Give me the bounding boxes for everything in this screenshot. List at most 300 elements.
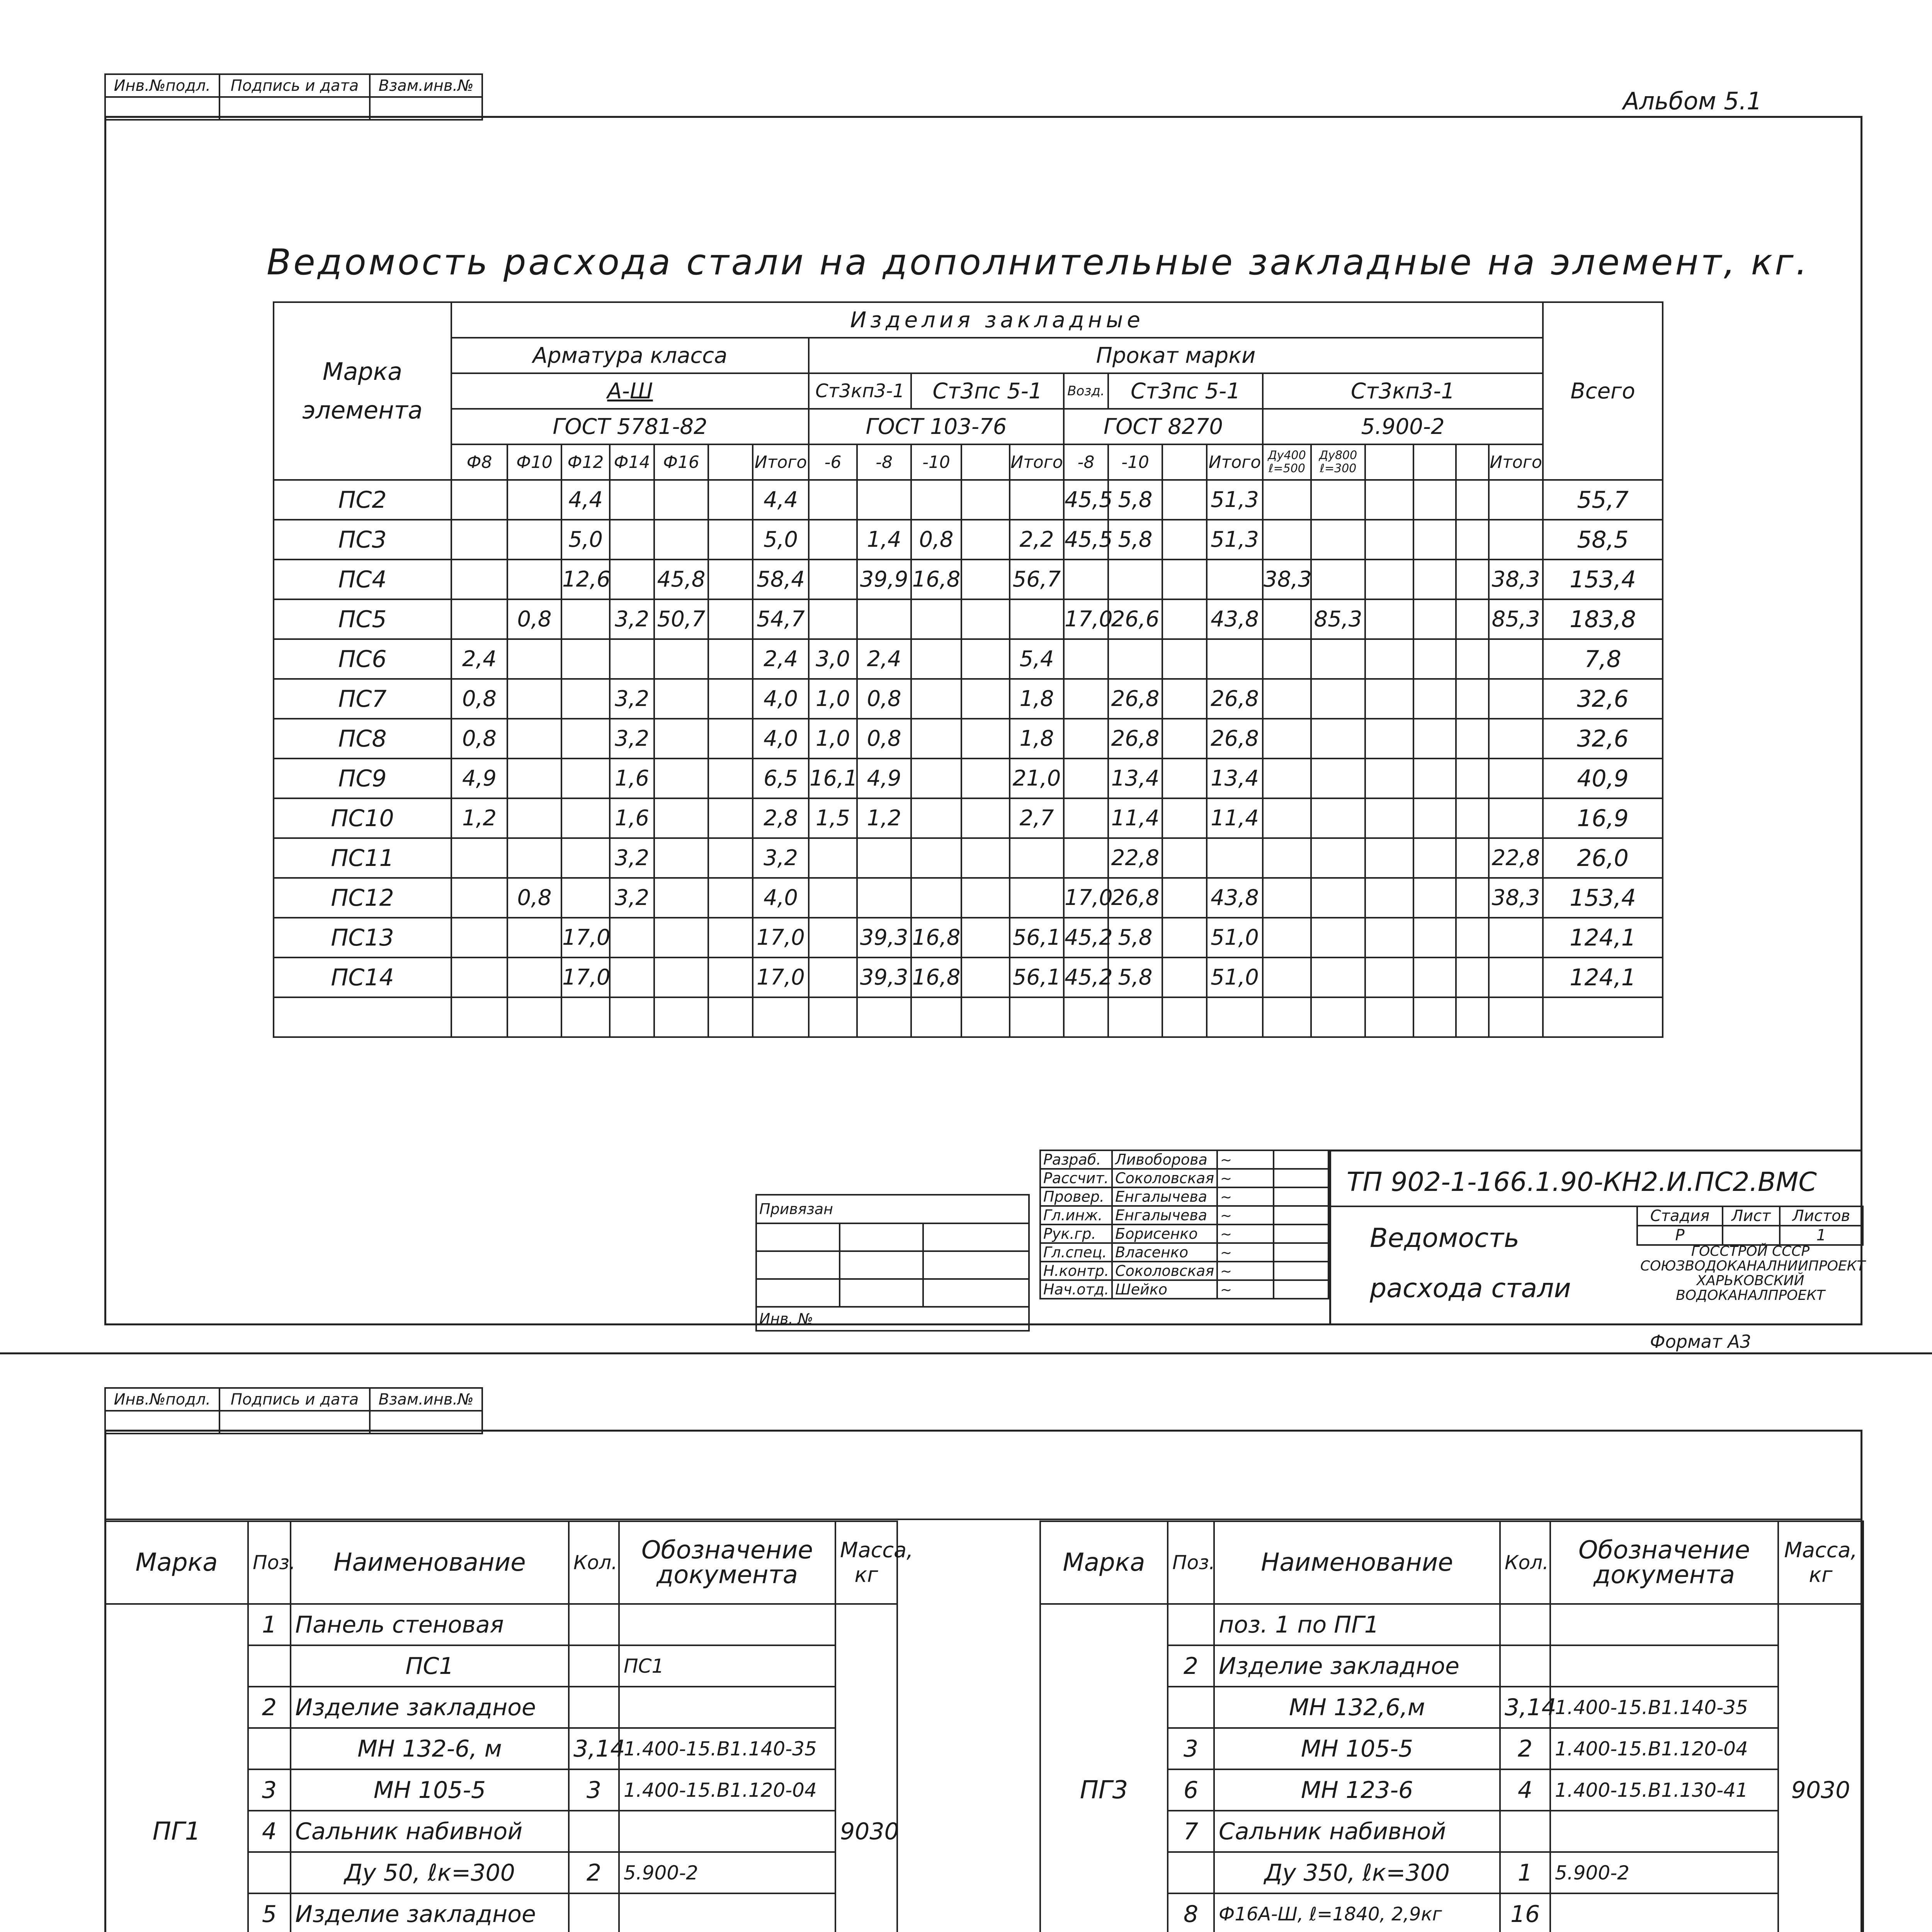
col-st3kp31b: Ст3кп3-1 xyxy=(1263,373,1543,409)
cell: 56,1 xyxy=(1010,957,1064,997)
row-total: 7,8 xyxy=(1543,639,1663,679)
cell: 1,4 xyxy=(857,520,911,560)
stamp-role: Рук.гр. xyxy=(1040,1225,1112,1243)
cell: 0,8 xyxy=(911,520,961,560)
stamp-signature: ~ xyxy=(1217,1150,1274,1169)
name-cell: Изделие закладное xyxy=(1214,1645,1500,1687)
cell xyxy=(561,878,610,918)
cell: 4,9 xyxy=(857,759,911,798)
cell xyxy=(654,957,708,997)
cell xyxy=(1207,560,1263,599)
cell xyxy=(1162,560,1207,599)
cell xyxy=(507,997,561,1037)
name-cell: МН 132,6,м xyxy=(1214,1687,1500,1728)
table-row xyxy=(274,639,1663,679)
cell xyxy=(1413,798,1456,838)
cell xyxy=(561,997,610,1037)
doc-cell xyxy=(1550,1811,1778,1852)
inv-no-label: Инв. № xyxy=(756,1307,1029,1331)
cell xyxy=(809,878,857,918)
col-gost8270: ГОСТ 8270 xyxy=(1064,409,1263,444)
col-bozd: Возд. xyxy=(1064,373,1108,409)
cell xyxy=(911,798,961,838)
cell xyxy=(1263,878,1311,918)
podpis-label: Подпись и дата xyxy=(219,1388,370,1411)
steel-consumption-table xyxy=(273,301,1663,1038)
cell xyxy=(809,560,857,599)
cell xyxy=(1413,480,1456,520)
doc-cell xyxy=(619,1811,835,1852)
qty-cell: 3,14 xyxy=(569,1728,619,1769)
cell: 85,3 xyxy=(1311,599,1365,639)
cell xyxy=(1263,480,1311,520)
qty-cell: 4 xyxy=(1500,1769,1550,1811)
cell xyxy=(1365,719,1413,759)
cell xyxy=(507,798,561,838)
cell xyxy=(1010,997,1064,1037)
qty-cell: 3 xyxy=(569,1769,619,1811)
stamp-role: Н.контр. xyxy=(1040,1262,1112,1280)
cell: 6,5 xyxy=(753,759,809,798)
cell: 5,8 xyxy=(1108,480,1162,520)
poz-cell: 1 xyxy=(248,1604,291,1645)
row-total: 32,6 xyxy=(1543,679,1663,719)
cell: 4,0 xyxy=(753,878,809,918)
cell: 45,5 xyxy=(1064,520,1108,560)
cell xyxy=(1365,520,1413,560)
cell xyxy=(561,639,610,679)
cell: 2,4 xyxy=(753,639,809,679)
cell xyxy=(1263,838,1311,878)
cell xyxy=(1162,918,1207,957)
stamp-name: Борисенко xyxy=(1112,1225,1217,1243)
cell: 38,3 xyxy=(1489,878,1543,918)
col-5900: 5.900-2 xyxy=(1263,409,1543,444)
cell: 0,8 xyxy=(451,719,507,759)
row-mark: ПС5 xyxy=(274,599,451,639)
col-sub-15: Итого xyxy=(1207,444,1263,480)
cell xyxy=(507,560,561,599)
cell: 56,1 xyxy=(1010,918,1064,957)
name-cell: МН 123-6 xyxy=(1214,1769,1500,1811)
cell: 39,9 xyxy=(857,560,911,599)
cell: 85,3 xyxy=(1489,599,1543,639)
col-sub-19 xyxy=(1413,444,1456,480)
cell xyxy=(1162,878,1207,918)
cell: 1,6 xyxy=(610,798,654,838)
cell xyxy=(708,918,753,957)
doc-cell: 5.900-2 xyxy=(619,1852,835,1893)
col-sub-5 xyxy=(708,444,753,480)
cell: 0,8 xyxy=(857,679,911,719)
sheet-top-title: Ведомость расхода стали на дополнительные закладные на элемент, кг. xyxy=(267,242,1810,283)
cell xyxy=(1489,719,1543,759)
cell xyxy=(1456,997,1489,1037)
cell xyxy=(1263,957,1311,997)
cell xyxy=(1311,520,1365,560)
cell: 17,0 xyxy=(561,957,610,997)
hdr-poz: Поз. xyxy=(1168,1521,1214,1604)
hdr-poz: Поз. xyxy=(248,1521,291,1604)
cell: 0,8 xyxy=(507,878,561,918)
cell: 22,8 xyxy=(1489,838,1543,878)
name-cell: Изделие закладное xyxy=(291,1893,569,1932)
stamp-role: Нач.отд. xyxy=(1040,1280,1112,1299)
cell: 1,2 xyxy=(857,798,911,838)
cell: 3,2 xyxy=(610,719,654,759)
name-cell: МН 105-5 xyxy=(291,1769,569,1811)
cell: 3,2 xyxy=(610,878,654,918)
col-gost103: ГОСТ 103-76 xyxy=(809,409,1064,444)
hdr-name: Наименование xyxy=(291,1521,569,1604)
cell xyxy=(1489,918,1543,957)
stamp-role: Провер. xyxy=(1040,1187,1112,1206)
qty-cell xyxy=(569,1811,619,1852)
cell xyxy=(809,838,857,878)
row-total: 40,9 xyxy=(1543,759,1663,798)
name-cell: МН 132-6, м xyxy=(291,1728,569,1769)
cell xyxy=(451,838,507,878)
col-a3: А-Ш xyxy=(451,373,809,409)
cell xyxy=(654,918,708,957)
col-sub-9: -10 xyxy=(911,444,961,480)
doc-cell: ПС1 xyxy=(619,1645,835,1687)
cell xyxy=(1162,957,1207,997)
cell xyxy=(1064,679,1108,719)
row-total: 55,7 xyxy=(1543,480,1663,520)
name-cell: Сальник набивной xyxy=(291,1811,569,1852)
cell xyxy=(1162,838,1207,878)
cell: 17,0 xyxy=(1064,878,1108,918)
cell: 51,0 xyxy=(1207,957,1263,997)
cell xyxy=(507,679,561,719)
mass-cell: 9030 xyxy=(1778,1604,1863,1932)
cell xyxy=(708,520,753,560)
cell xyxy=(1413,997,1456,1037)
hdr-doc: Обозначение документа xyxy=(1550,1521,1778,1604)
poz-cell xyxy=(1168,1852,1214,1893)
cell: 16,8 xyxy=(911,957,961,997)
cell: 1,0 xyxy=(809,679,857,719)
cell xyxy=(1162,759,1207,798)
sheet-top-left-stamp xyxy=(755,1194,1030,1332)
table-row xyxy=(274,679,1663,719)
poz-cell: 2 xyxy=(1168,1645,1214,1687)
qty-cell xyxy=(1500,1604,1550,1645)
cell: 58,4 xyxy=(753,560,809,599)
col-sub-17: Ду800 ℓ=300 xyxy=(1311,444,1365,480)
name-cell: Изделие закладное xyxy=(291,1687,569,1728)
cell xyxy=(1456,599,1489,639)
cell xyxy=(961,560,1010,599)
row-mark: ПС6 xyxy=(274,639,451,679)
cell: 1,8 xyxy=(1010,679,1064,719)
cell: 45,2 xyxy=(1064,918,1108,957)
cell xyxy=(561,759,610,798)
cell xyxy=(911,838,961,878)
cell xyxy=(654,759,708,798)
col-sub-16: Ду400 ℓ=500 xyxy=(1263,444,1311,480)
cell: 43,8 xyxy=(1207,878,1263,918)
cell: 22,8 xyxy=(1108,838,1162,878)
cell xyxy=(961,759,1010,798)
cell xyxy=(1456,560,1489,599)
cell xyxy=(1456,798,1489,838)
cell: 54,7 xyxy=(753,599,809,639)
cell xyxy=(561,599,610,639)
cell: 4,4 xyxy=(561,480,610,520)
cell xyxy=(1207,997,1263,1037)
stamp-name: Енгалычева xyxy=(1112,1187,1217,1206)
table-row xyxy=(274,838,1663,878)
cell: 17,0 xyxy=(561,918,610,957)
cell xyxy=(1064,798,1108,838)
doc-cell: 1.400-15.В1.120-04 xyxy=(619,1769,835,1811)
cell xyxy=(961,957,1010,997)
cell xyxy=(1263,639,1311,679)
row-total: 153,4 xyxy=(1543,560,1663,599)
stadiya-label: Стадия xyxy=(1637,1206,1723,1226)
stage-table xyxy=(1636,1206,1864,1246)
sheet-top-signatures xyxy=(1039,1150,1329,1299)
cell xyxy=(961,798,1010,838)
cell xyxy=(451,878,507,918)
cell: 45,5 xyxy=(1064,480,1108,520)
col-st3ps51b: Ст3пс 5-1 xyxy=(1108,373,1263,409)
cell xyxy=(1489,759,1543,798)
vzam-label: Взам.инв.№ xyxy=(370,74,482,97)
row-total: 124,1 xyxy=(1543,918,1663,957)
cell xyxy=(451,957,507,997)
cell xyxy=(654,838,708,878)
cell xyxy=(610,997,654,1037)
qty-cell: 2 xyxy=(569,1852,619,1893)
row-mark: ПС13 xyxy=(274,918,451,957)
qty-cell xyxy=(569,1687,619,1728)
cell: 51,3 xyxy=(1207,480,1263,520)
cell xyxy=(507,759,561,798)
cell xyxy=(1263,719,1311,759)
cell xyxy=(610,639,654,679)
stamp-role: Гл.спец. xyxy=(1040,1243,1112,1262)
col-sub-8: -8 xyxy=(857,444,911,480)
cell xyxy=(561,798,610,838)
sheet-top-titleblock xyxy=(1329,1150,1866,1325)
cell xyxy=(507,480,561,520)
cell xyxy=(961,480,1010,520)
cell: 5,0 xyxy=(561,520,610,560)
poz-cell: 8 xyxy=(1168,1893,1214,1932)
cell: 38,3 xyxy=(1263,560,1311,599)
cell: 26,8 xyxy=(1207,719,1263,759)
row-mark: ПС14 xyxy=(274,957,451,997)
cell xyxy=(961,719,1010,759)
cell xyxy=(1489,520,1543,560)
table-row xyxy=(274,520,1663,560)
row-mark: ПС10 xyxy=(274,798,451,838)
cell xyxy=(961,997,1010,1037)
cell xyxy=(1365,878,1413,918)
stadiya-value: Р xyxy=(1637,1226,1723,1245)
name-cell: Панель стеновая xyxy=(291,1604,569,1645)
hdr-kol: Кол. xyxy=(1500,1521,1550,1604)
col-sub-2: Ф12 xyxy=(561,444,610,480)
qty-cell xyxy=(1500,1811,1550,1852)
cell xyxy=(1010,878,1064,918)
cell xyxy=(708,639,753,679)
row-mark: ПС11 xyxy=(274,838,451,878)
qty-cell xyxy=(569,1645,619,1687)
cell xyxy=(451,918,507,957)
cell: 5,8 xyxy=(1108,918,1162,957)
qty-cell: 16 xyxy=(1500,1893,1550,1932)
cell xyxy=(1263,599,1311,639)
cell: 21,0 xyxy=(1010,759,1064,798)
cell xyxy=(1311,719,1365,759)
mass-cell: 9030 xyxy=(835,1604,897,1932)
cell xyxy=(1456,759,1489,798)
cell xyxy=(1162,639,1207,679)
row-total: 32,6 xyxy=(1543,719,1663,759)
poz-cell xyxy=(248,1852,291,1893)
cell xyxy=(1207,639,1263,679)
cell: 3,0 xyxy=(809,639,857,679)
privyazan-label: Привязан xyxy=(756,1195,1029,1223)
cell xyxy=(1489,997,1543,1037)
cell xyxy=(961,599,1010,639)
cell xyxy=(507,639,561,679)
row-total xyxy=(1543,997,1663,1037)
cell xyxy=(961,918,1010,957)
cell xyxy=(654,878,708,918)
cell xyxy=(708,719,753,759)
cell xyxy=(1413,918,1456,957)
col-armatura: Арматура класса xyxy=(451,338,809,373)
cell xyxy=(1311,560,1365,599)
cell xyxy=(1456,719,1489,759)
cell xyxy=(1263,997,1311,1037)
cell xyxy=(1162,520,1207,560)
qty-cell xyxy=(569,1604,619,1645)
cell xyxy=(1413,520,1456,560)
poz-cell: 5 xyxy=(248,1893,291,1932)
cell xyxy=(654,679,708,719)
cell: 16,8 xyxy=(911,918,961,957)
col-sub-21: Итого xyxy=(1489,444,1543,480)
cell xyxy=(654,719,708,759)
cell xyxy=(610,957,654,997)
stamp-signature: ~ xyxy=(1217,1280,1274,1299)
cell xyxy=(610,520,654,560)
cell: 17,0 xyxy=(1064,599,1108,639)
doc-cell: 1.400-15.В1.140-35 xyxy=(619,1728,835,1769)
cell xyxy=(1413,759,1456,798)
cell: 2,8 xyxy=(753,798,809,838)
qty-cell xyxy=(1500,1645,1550,1687)
poz-cell xyxy=(1168,1687,1214,1728)
cell xyxy=(1365,918,1413,957)
cell: 1,0 xyxy=(809,719,857,759)
cell: 0,8 xyxy=(507,599,561,639)
podpis-label: Подпись и дата xyxy=(219,74,370,97)
cell xyxy=(1365,957,1413,997)
cell xyxy=(1311,480,1365,520)
cell xyxy=(708,798,753,838)
cell: 45,2 xyxy=(1064,957,1108,997)
cell xyxy=(911,599,961,639)
doc-cell xyxy=(1550,1645,1778,1687)
cell xyxy=(857,480,911,520)
cell: 3,2 xyxy=(610,679,654,719)
list-label: Лист xyxy=(1723,1206,1780,1226)
row-mark: ПС8 xyxy=(274,719,451,759)
stamp-signature: ~ xyxy=(1217,1225,1274,1243)
col-sub-18 xyxy=(1365,444,1413,480)
table-row xyxy=(274,997,1663,1037)
cell xyxy=(1311,957,1365,997)
cell xyxy=(1311,639,1365,679)
cell: 4,9 xyxy=(451,759,507,798)
cell: 16,1 xyxy=(809,759,857,798)
cell xyxy=(507,719,561,759)
cell xyxy=(1413,560,1456,599)
cell: 56,7 xyxy=(1010,560,1064,599)
cell xyxy=(857,878,911,918)
cell: 26,6 xyxy=(1108,599,1162,639)
cell xyxy=(708,957,753,997)
cell xyxy=(1162,679,1207,719)
cell xyxy=(1365,759,1413,798)
col-sub-13: -10 xyxy=(1108,444,1162,480)
table-row xyxy=(274,719,1663,759)
table-row xyxy=(274,480,1663,520)
poz-cell: 2 xyxy=(248,1687,291,1728)
cell: 5,4 xyxy=(1010,639,1064,679)
cell xyxy=(1263,798,1311,838)
cell xyxy=(911,639,961,679)
cell xyxy=(1365,480,1413,520)
cell xyxy=(1311,878,1365,918)
hdr-massa: Масса, кг xyxy=(835,1521,897,1604)
name-cell: Ф16А-Ш, ℓ=1840, 2,9кг xyxy=(1214,1893,1500,1932)
cell xyxy=(1456,878,1489,918)
row-total: 153,4 xyxy=(1543,878,1663,918)
cell xyxy=(654,639,708,679)
col-sub-4: Ф16 xyxy=(654,444,708,480)
poz-cell: 4 xyxy=(248,1811,291,1852)
vzam-label: Взам.инв.№ xyxy=(370,1388,482,1411)
cell xyxy=(1456,520,1489,560)
cell: 2,7 xyxy=(1010,798,1064,838)
table-row xyxy=(274,798,1663,838)
cell: 39,3 xyxy=(857,957,911,997)
cell: 38,3 xyxy=(1489,560,1543,599)
cell xyxy=(1064,719,1108,759)
doc-cell: 5.900-2 xyxy=(1550,1852,1778,1893)
col-prokat: Прокат марки xyxy=(809,338,1543,373)
cell xyxy=(610,560,654,599)
cell: 3,2 xyxy=(610,599,654,639)
cell xyxy=(1456,679,1489,719)
cell: 3,2 xyxy=(753,838,809,878)
cell xyxy=(1162,480,1207,520)
cell xyxy=(911,997,961,1037)
cell xyxy=(809,520,857,560)
cell xyxy=(1064,560,1108,599)
cell: 1,2 xyxy=(451,798,507,838)
cell xyxy=(1489,957,1543,997)
cell xyxy=(1365,560,1413,599)
